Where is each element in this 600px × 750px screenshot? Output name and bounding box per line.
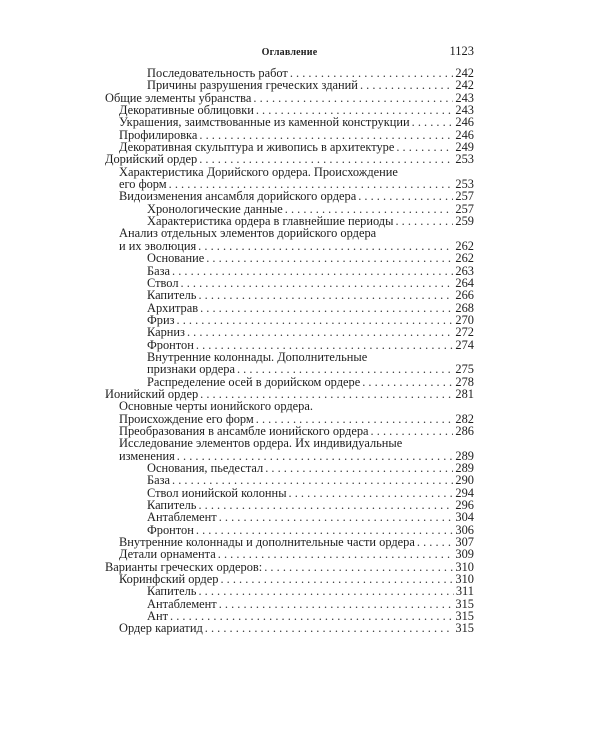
- toc-entry-page: 257: [455, 201, 474, 216]
- toc-entry-title: Украшения, заимствованные из каменной конструкции: [119, 115, 410, 130]
- page-header: [105, 44, 474, 60]
- toc-entry-title: Антаблемент: [147, 510, 217, 525]
- table-of-contents: [105, 67, 474, 635]
- toc-entry-title: Последовательность работ: [147, 66, 288, 80]
- toc-entry-line: [147, 79, 474, 91]
- toc-entry-page: 268: [455, 300, 474, 315]
- dot-leader: [253, 92, 453, 104]
- dot-leader: [417, 536, 454, 548]
- toc-entry-line: [147, 487, 474, 499]
- toc-entry-title: Детали орнамента: [119, 547, 216, 562]
- dot-leader: [187, 326, 453, 338]
- dot-leader: [289, 487, 454, 499]
- toc-entry-page: 272: [455, 325, 474, 340]
- toc-entry-page: 286: [455, 423, 474, 438]
- toc-entry-title: Хронологические данные: [147, 201, 283, 216]
- toc-entry-page: 243: [455, 103, 474, 118]
- toc-entry-page: 249: [455, 140, 474, 155]
- toc-entry-title: Карниз: [147, 325, 185, 340]
- toc-entry-title: Ствол: [147, 275, 179, 290]
- toc-entry[interactable]: [105, 474, 474, 486]
- toc-entry-line: [119, 622, 474, 634]
- toc-entry-page: 242: [455, 78, 474, 93]
- toc-entry[interactable]: [105, 548, 474, 560]
- toc-entry-title: Причины разрушения греческих зданий: [147, 78, 358, 93]
- dot-leader: [200, 302, 453, 314]
- toc-entry-page: 278: [455, 374, 474, 389]
- dot-leader: [264, 561, 453, 573]
- toc-entry-title: Общие элементы убранства: [105, 90, 252, 105]
- toc-entry-title: Ант: [147, 609, 168, 624]
- toc-entry-title: Распределение осей в дорийском ордере: [147, 374, 361, 389]
- toc-entry[interactable]: [105, 351, 474, 376]
- toc-entry-page: 264: [455, 275, 474, 290]
- toc-entry-line: [119, 190, 474, 202]
- toc-entry-line: [147, 585, 474, 597]
- toc-entry[interactable]: [105, 400, 474, 425]
- toc-entry-page: 296: [455, 498, 474, 513]
- toc-entry-line: [147, 265, 474, 277]
- toc-entry-title: Фриз: [147, 312, 175, 327]
- toc-entry-title: Профилировка: [119, 127, 198, 142]
- toc-entry-page: 246: [455, 127, 474, 142]
- dot-leader: [206, 252, 453, 264]
- toc-entry-page: 310: [455, 572, 474, 587]
- toc-entry-page: 306: [455, 522, 474, 537]
- toc-entry-title: Архитрав: [147, 300, 199, 315]
- toc-entry-title: Капитель: [147, 498, 197, 513]
- toc-entry-line: [147, 314, 474, 326]
- toc-entry-title: Фронтон: [147, 337, 194, 352]
- toc-entry-line: [147, 363, 474, 375]
- dot-leader: [199, 153, 453, 165]
- toc-entry-title: Коринфский ордер: [119, 572, 219, 587]
- dot-leader: [395, 215, 453, 227]
- toc-entry-page: 310: [455, 559, 474, 574]
- toc-entry-line: [147, 289, 474, 301]
- toc-entry-line: [147, 474, 474, 486]
- toc-entry[interactable]: [105, 79, 474, 91]
- toc-entry[interactable]: [105, 252, 474, 264]
- toc-entry-page: 262: [455, 238, 474, 253]
- toc-entry[interactable]: [105, 437, 474, 462]
- dot-leader: [181, 277, 454, 289]
- page-number: 1123: [449, 44, 474, 58]
- toc-entry-title: Преобразования в ансамбле ионийского ордера: [119, 423, 369, 438]
- toc-entry-title-first-line: Основные черты ионийского ордера.: [119, 399, 313, 414]
- toc-entry-title: Декоративная скульптура и живопись в архитектуре: [119, 140, 395, 155]
- dot-leader: [177, 314, 454, 326]
- toc-entry-page: 282: [455, 411, 474, 426]
- toc-entry-page: 294: [455, 485, 474, 500]
- toc-entry-page: 253: [455, 152, 474, 167]
- toc-entry-title: Основания, пьедестал: [147, 461, 264, 475]
- toc-entry[interactable]: [105, 190, 474, 202]
- toc-entry-page: 253: [455, 177, 474, 192]
- toc-entry-line: [147, 511, 474, 523]
- toc-entry[interactable]: [105, 116, 474, 128]
- running-title: Оглавление: [261, 47, 318, 58]
- toc-entry-title: Варианты греческих ордеров:: [105, 559, 263, 574]
- dot-leader: [170, 610, 453, 622]
- toc-entry-page: 315: [455, 621, 474, 636]
- toc-entry-line: [147, 462, 474, 474]
- toc-entry[interactable]: [105, 227, 474, 252]
- toc-entry-title: Фронтон: [147, 522, 194, 537]
- dot-leader: [172, 474, 453, 486]
- toc-entry-line: [119, 548, 474, 560]
- toc-entry-page: 315: [455, 609, 474, 624]
- toc-entry-page: 259: [455, 214, 474, 229]
- toc-entry-line: [147, 302, 474, 314]
- dot-leader: [362, 376, 453, 388]
- toc-entry-page: 307: [455, 535, 474, 550]
- toc-entry-page: 246: [455, 115, 474, 130]
- toc-entry-page: 289: [455, 448, 474, 463]
- toc-entry[interactable]: [105, 153, 474, 165]
- toc-entry-title: Основание: [147, 251, 205, 266]
- dot-leader: [265, 462, 453, 474]
- toc-entry-title: Видоизменения ансамбля дорийского ордера: [119, 189, 357, 204]
- toc-entry-title: Характеристика ордера в главнейшие периоды: [147, 214, 394, 229]
- toc-entry-title: Капитель: [147, 584, 197, 599]
- toc-entry-page: 281: [455, 386, 474, 401]
- toc-entry-page: 289: [455, 461, 474, 475]
- toc-entry-title-first-line: Характеристика Дорийского ордера. Происхождение: [119, 164, 398, 179]
- toc-entry-page: 274: [455, 337, 474, 352]
- dot-leader: [218, 548, 454, 560]
- toc-entry-title-first-line: Анализ отдельных элементов дорийского ордера: [119, 226, 377, 241]
- toc-entry-title: Капитель: [147, 288, 197, 303]
- toc-entry-title: изменения: [119, 448, 175, 463]
- toc-entry-title: Происхождение его форм: [119, 411, 254, 426]
- toc-entry[interactable]: [105, 511, 474, 523]
- toc-entry-page: 257: [455, 189, 474, 204]
- toc-entry-page: 304: [455, 510, 474, 525]
- toc-entry-title: и их эволюция: [119, 238, 197, 253]
- toc-entry-line: [147, 252, 474, 264]
- toc-entry-title: Декоративные облицовки: [119, 103, 254, 118]
- dot-leader: [360, 79, 453, 91]
- toc-entry-title: Ордер кариатид: [119, 621, 203, 636]
- toc-entry-line: [119, 116, 474, 128]
- toc-entry[interactable]: [105, 289, 474, 301]
- toc-entry-page: 270: [455, 312, 474, 327]
- toc-entry[interactable]: [105, 265, 474, 277]
- toc-entry-line: [105, 153, 474, 165]
- toc-entry-page: 242: [455, 66, 474, 80]
- dot-leader: [219, 511, 454, 523]
- toc-entry-title: Антаблемент: [147, 596, 217, 611]
- dot-leader: [220, 573, 453, 585]
- toc-entry-title: Внутренние колоннады и дополнительные части ордера: [119, 535, 415, 550]
- toc-entry-title: Ионийский ордер: [105, 386, 199, 401]
- toc-entry-title: Ствол ионийской колонны: [147, 485, 287, 500]
- toc-entry-page: 263: [455, 263, 474, 278]
- toc-entry-page: 243: [455, 90, 474, 105]
- toc-entry-title: его форм: [119, 177, 167, 192]
- toc-entry-page: 290: [455, 473, 474, 488]
- dot-leader: [237, 363, 453, 375]
- toc-entry[interactable]: [105, 622, 474, 634]
- dot-leader: [412, 116, 454, 128]
- dot-leader: [198, 499, 453, 511]
- toc-entry-title: признаки ордера: [147, 362, 235, 377]
- toc-entry-title: База: [147, 263, 171, 278]
- toc-entry-title-first-line: Исследование элементов ордера. Их индивидуальные: [119, 436, 403, 451]
- dot-leader: [396, 141, 453, 153]
- toc-entry-line: [147, 277, 474, 289]
- toc-entry[interactable]: [105, 585, 474, 597]
- toc-entry-page: 266: [455, 288, 474, 303]
- toc-entry-title-first-line: Внутренние колоннады. Дополнительные: [147, 349, 368, 364]
- toc-entry-line: [147, 598, 474, 610]
- toc-entry-page: 311: [455, 584, 474, 599]
- toc-entry-title: Дорийский ордер: [105, 152, 198, 167]
- toc-entry-page: 315: [455, 596, 474, 611]
- dot-leader: [358, 190, 453, 202]
- dot-leader: [205, 622, 454, 634]
- toc-entry-page: 275: [455, 362, 474, 377]
- dot-leader: [198, 240, 453, 252]
- toc-entry-page: 262: [455, 251, 474, 266]
- dot-leader: [172, 265, 453, 277]
- dot-leader: [219, 598, 454, 610]
- toc-entry-line: [147, 326, 474, 338]
- toc-entry-title: База: [147, 473, 171, 488]
- toc-entry[interactable]: [105, 326, 474, 338]
- dot-leader: [198, 585, 453, 597]
- toc-entry-page: 309: [455, 547, 474, 562]
- toc-entry[interactable]: [105, 166, 474, 191]
- dot-leader: [198, 289, 453, 301]
